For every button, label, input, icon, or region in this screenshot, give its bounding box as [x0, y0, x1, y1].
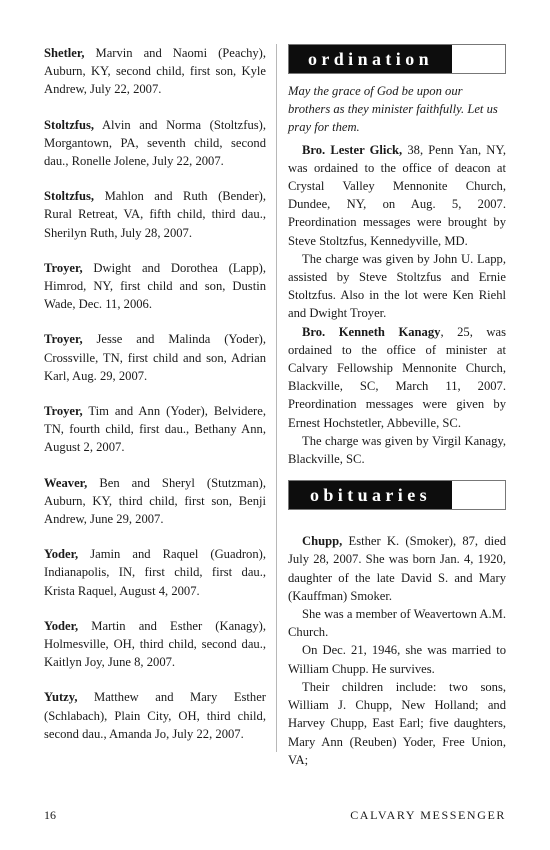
birth-entry: [44, 545, 266, 600]
birth-details: Ben and Sheryl (Stutzman), Auburn, KY, third child, first son, Benji Andrew, June 29, 2007.: [44, 475, 266, 527]
ordination-paragraph: The charge was given by John U. Lapp, assisted by Steve Stoltzfus and Ernie Stoltzfus. Also in the lot were Ken Riehl and Dwight Troyer.: [288, 251, 506, 321]
birth-surname: Troyer,: [44, 260, 83, 275]
column-divider: [276, 44, 277, 752]
birth-surname: Stoltzfus,: [44, 117, 95, 132]
birth-surname: Shetler,: [44, 46, 85, 60]
obituaries-banner: [288, 480, 506, 510]
birth-details: Alvin and Norma (Stoltzfus), Morgantown, PA, seventh child, second dau., Ronelle Jolene, July 22, 2007.: [44, 117, 266, 169]
birth-surname: Yoder,: [44, 618, 79, 633]
birth-entry: [44, 44, 266, 99]
deceased-name: Chupp,: [302, 534, 343, 549]
obituary-paragraph: On Dec. 21, 1946, she was married to William Chupp. He survives.: [288, 643, 506, 676]
obituary-paragraph: Their children include: two sons, William J. Chupp, New Holland; and Harvey Chupp, East Earl; five daughters, Mary Ann (Reuben) Yoder, Free Union, VA;: [288, 679, 506, 767]
birth-details: Tim and Ann (Yoder), Belvidere, TN, fourth child, first dau., Bethany Ann, August 2, 2007.: [44, 404, 266, 455]
obituary-paragraph: [288, 532, 506, 605]
ordination-prayer: May the grace of God be upon our brothers as they minister faithfully. Let us pray for them.: [288, 84, 498, 135]
ordination-paragraph: [288, 141, 506, 250]
birth-surname: Troyer,: [44, 332, 83, 347]
ordination-text: , 25, was ordained to the office of minister at Calvary Fellowship Mennonite Church, Blackville, SC, March 11, 2007. Preordination messages were given by Ernest Hochstetler, Abbeville, SC.: [288, 324, 506, 430]
page-number: 16: [44, 808, 56, 822]
birth-entry: [44, 474, 266, 529]
birth-entry: [44, 402, 266, 457]
ordination-heading: ordination: [289, 45, 452, 73]
birth-surname: Weaver,: [44, 475, 88, 490]
obituaries-heading: obituaries: [289, 481, 452, 509]
ordination-text: 38, Penn Yan, NY, was ordained to the office of deacon at Crystal Valley Mennonite Church, Dundee, NY, on Aug. 5, 2007. Preordination messages were brought by Steve Stoltzfus, Kennedyville, MD.: [288, 142, 506, 248]
birth-entry: [44, 617, 266, 672]
right-column: [288, 44, 506, 769]
birth-surname: Stoltzfus,: [44, 189, 95, 204]
birth-entry: [44, 688, 266, 743]
ordination-banner: [288, 44, 506, 74]
ordinee-name: Bro. Lester Glick,: [302, 142, 403, 157]
birth-surname: Yoder,: [44, 547, 79, 562]
birth-details: Dwight and Dorothea (Lapp), Himrod, NY, first child and son, Dustin Wade, Dec. 11, 2006.: [44, 260, 266, 312]
ordination-paragraph: [288, 323, 506, 432]
birth-details: Mahlon and Ruth (Bender), Rural Retreat, VA, fifth child, third dau., Sherilyn Ruth, July 28, 2007.: [44, 189, 266, 240]
obituary-paragraph: She was a member of Weavertown A.M. Church.: [288, 607, 506, 640]
birth-entry: [44, 330, 266, 385]
births-column: [44, 44, 266, 760]
birth-surname: Yutzy,: [44, 690, 78, 705]
birth-surname: Troyer,: [44, 404, 83, 419]
birth-details: Marvin and Naomi (Peachy), Auburn, KY, second child, first son, Kyle Andrew, July 22, 2007.: [44, 46, 266, 97]
running-head: CALVARY MESSENGER: [350, 808, 506, 822]
birth-entry: [44, 259, 266, 314]
ordination-paragraph: The charge was given by Virgil Kanagy, Blackville, SC.: [288, 433, 506, 467]
birth-details: Jesse and Malinda (Yoder), Crossville, TN, first child and son, Adrian Karl, Aug. 29, 2007.: [44, 332, 266, 383]
birth-entry: [44, 116, 266, 171]
birth-details: Jamin and Raquel (Guadron), Indianapolis, IN, first child, first dau., Krista Raquel, August 4, 2007.: [44, 547, 266, 598]
birth-details: Matthew and Mary Esther (Schlabach), Plain City, OH, third child, second dau., Amanda Jo, July 22, 2007.: [44, 690, 266, 741]
birth-details: Martin and Esther (Kanagy), Holmesville, OH, third child, second dau., Kaitlyn Joy, June 8, 2007.: [44, 618, 266, 670]
birth-entry: [44, 187, 266, 242]
ordinee-name: Bro. Kenneth Kanagy: [302, 324, 441, 339]
obituary-text: Esther K. (Smoker), 87, died July 28, 2007. She was born Jan. 4, 1920, daughter of the late David S. and Mary (Kauffman) Smoker.: [288, 534, 506, 603]
